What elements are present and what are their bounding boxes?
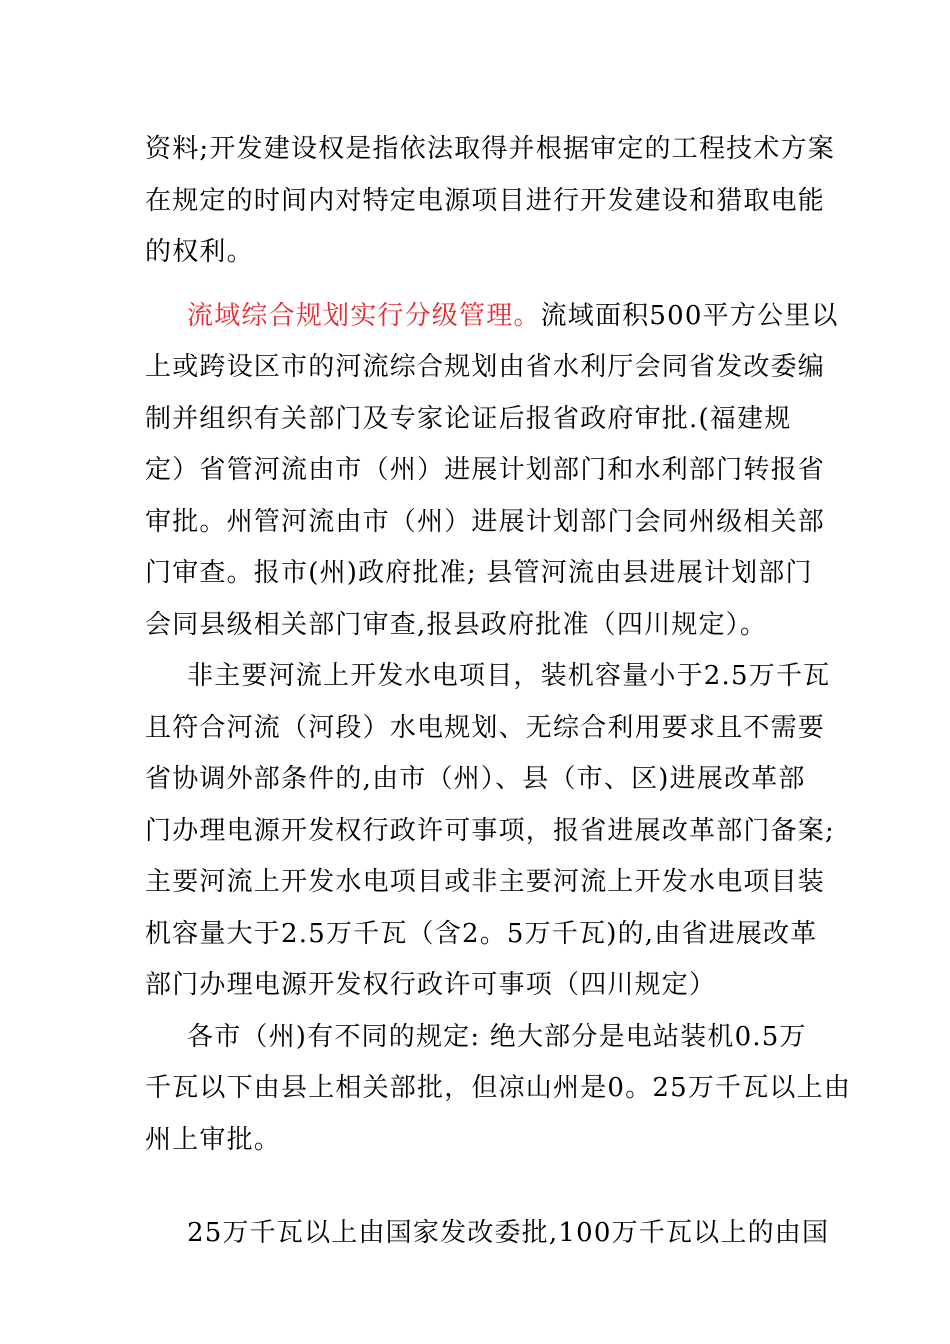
paragraph-line: [145, 293, 839, 345]
paragraph-line: 制并组织有关部门及专家论证后报省政府审批.(福建规: [145, 403, 792, 434]
paragraph-line: 主要河流上开发水电项目或非主要河流上开发水电项目装: [145, 867, 826, 897]
paragraph-line: 审批。州管河流由市（州）进展计划部门会同州级相关部: [145, 506, 826, 537]
paragraph-line: 在规定的时间内对特定电源项目进行开发建设和猎取电能: [145, 185, 826, 216]
paragraph-4: [145, 1014, 852, 1169]
paragraph-spacer: [145, 281, 810, 293]
paragraph-line: 门审查。报市(州)政府批准; 县管河流由县进展计划部门: [145, 558, 813, 588]
paragraph-line: 定）省管河流由市（州）进展计划部门和水利部门转报省: [145, 455, 826, 485]
document-body: [145, 126, 852, 1262]
paragraph-line: 门办理电源开发权行政许可事项，报省进展改革部门备案;: [145, 815, 835, 846]
paragraph-1: [145, 126, 835, 281]
paragraph-line: 资料;开发建设权是指依法取得并根据审定的工程技术方案: [145, 134, 835, 164]
paragraph-5: [145, 1210, 830, 1262]
paragraph-line: 机容量大于2.5万千瓦（含2。5万千瓦)的,由省进展改革: [145, 918, 818, 949]
paragraph-line: 千瓦以下由县上相关部批，但凉山州是0。25万千瓦以上由: [145, 1073, 852, 1103]
paragraph-line: 上或跨设区市的河流综合规划由省水利厅会同省发改委编: [145, 352, 826, 382]
paragraph-line: 部门办理电源开发权行政许可事项（四川规定）: [145, 970, 717, 1000]
paragraph-line: 25万千瓦以上由国家发改委批,100万千瓦以上的由国: [187, 1218, 830, 1248]
paragraph-text: 流域面积500平方公里以: [540, 300, 839, 331]
paragraph-line: 非主要河流上开发水电项目，装机容量小于2.5万千瓦: [187, 661, 831, 691]
paragraph-3: [145, 653, 835, 1014]
paragraph-line: 的权利。: [145, 237, 254, 267]
paragraph-line: 州上审批。: [145, 1124, 282, 1155]
highlighted-heading-text: 流域综合规划实行分级管理。: [187, 300, 541, 331]
paragraph-line: 省协调外部条件的,由市（州）、县（市、区)进展改革部: [145, 764, 806, 794]
paragraph-spacer: [145, 1168, 810, 1210]
paragraph-line: 各市（州)有不同的规定: 绝大部分是电站装机0.5万: [187, 1021, 807, 1052]
paragraph-line: 且符合河流（河段）水电规划、无综合利用要求且不需要: [145, 712, 826, 743]
paragraph-2: [145, 293, 839, 654]
paragraph-line: 会同县级相关部门审查,报县政府批准（四川规定）。: [145, 609, 768, 640]
